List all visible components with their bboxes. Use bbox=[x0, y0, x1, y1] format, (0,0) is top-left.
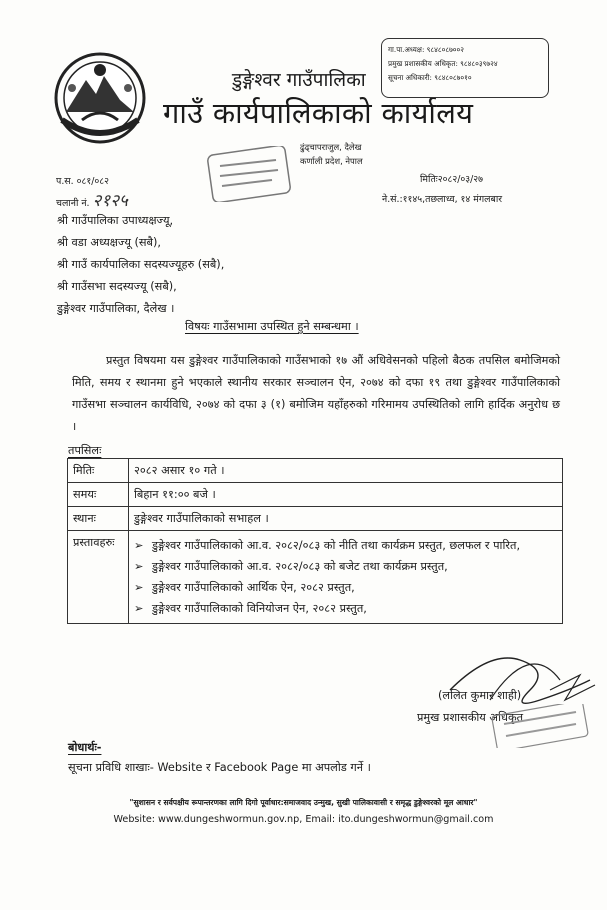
arrow-bullet-icon: ➢ bbox=[134, 602, 144, 615]
office-title: गाउँ कार्यपालिकाको कार्यालय bbox=[163, 96, 474, 130]
table-row bbox=[68, 459, 563, 483]
arrow-bullet-icon: ➢ bbox=[134, 581, 144, 594]
time-value: बिहान ११:०० बजे । bbox=[129, 483, 563, 507]
address-line-1: ढुंढ्चापराजुल, दैलेख bbox=[300, 142, 362, 152]
arrow-bullet-icon: ➢ bbox=[134, 539, 144, 552]
contact-chairperson: गा.पा.अध्यक्ष: ९८४८०८७००२ bbox=[388, 45, 465, 54]
recipient-line: श्री गाउँसभा सदस्यज्यू (सबै), bbox=[57, 280, 177, 293]
contact-box bbox=[381, 38, 549, 98]
letter-body-text: प्रस्तुत विषयमा यस डुङ्गेश्वर गाउँपालिकाको गाउँसभाको १७ औं अधिवेसनको पहिलो बैठक तपसिल बमोजिमको मिति, समय र स्थानमा हुने भएकाले स्थानीय सरकार सञ्चालन ऐन, २०७४ को दफा १९ तथा डुङ्गेश्वर गाउँपालिकाको गाउँसभा सञ्चालन कार्यविधि, २०७४ को दफा ३ (१) बमोजिम यहाँहरुको गरिमामय उपस्थितिको लागि हार्दिक अनुरोध छ । bbox=[72, 354, 560, 433]
dispatch-label: चलानी नं. bbox=[56, 198, 90, 209]
footer-motto: "सुशासन र सर्वपक्षीय रूपान्तरणका लागि दिगो पूर्वाधार:समाजवाद उन्मुख, सुखी पालिकावासी र समृद्ध डुङ्गेश्वरको मूल आधार" bbox=[129, 798, 478, 807]
dispatch-number-value: २१२५ bbox=[92, 191, 128, 211]
date-label: मितिः bbox=[68, 459, 129, 483]
list-item: ➢ डुङ्गेश्वर गाउँपालिकाको आर्थिक ऐन, २०८२ प्रस्तुत, bbox=[134, 577, 557, 598]
table-row bbox=[68, 507, 563, 531]
arrow-bullet-icon: ➢ bbox=[134, 560, 144, 573]
contact-info-officer: सूचना अधिकारी: ९८४८०८७०१० bbox=[388, 73, 472, 82]
nepal-emblem-icon bbox=[52, 50, 148, 146]
recipient-line: श्री गाउँ कार्यपालिका सदस्यज्यूहरु (सबै), bbox=[57, 258, 225, 271]
list-item: ➢ डुङ्गेश्वर गाउँपालिकाको आ.व. २०८२/०८३ को नीति तथा कार्यक्रम प्रस्तुत, छलफल र पारित, bbox=[134, 535, 557, 556]
proposals-list bbox=[129, 531, 563, 624]
recipient-line: डुङ्गेश्वर गाउँपालिका, दैलेख । bbox=[57, 302, 175, 315]
letter-date: मितिः२०८२/०३/२७ bbox=[420, 174, 484, 185]
venue-label: स्थानः bbox=[68, 507, 129, 531]
officer-seal bbox=[490, 704, 590, 748]
date-value: २०८२ असार १० गते । bbox=[129, 459, 563, 483]
address-line-2: कर्णाली प्रदेश, नेपाल bbox=[300, 156, 363, 166]
table-row bbox=[68, 531, 563, 624]
municipality-name: डुङ्गेश्वर गाउँपालिका bbox=[232, 69, 366, 91]
dispatch-number bbox=[56, 188, 128, 211]
venue-value: डुङ्गेश्वर गाउँपालिकाको सभाहल । bbox=[129, 507, 563, 531]
recipient-line: श्री गाउँपालिका उपाध्यक्षज्यू, bbox=[57, 214, 174, 227]
details-table bbox=[67, 458, 563, 624]
letter-body bbox=[72, 350, 560, 438]
signatory-name: (ललित कुमार शाही) bbox=[438, 689, 522, 702]
proposals-label: प्रस्तावहरुः bbox=[68, 531, 129, 624]
office-stamp bbox=[206, 146, 292, 202]
table-row bbox=[68, 483, 563, 507]
reference-number: प.स. ०८१/०८२ bbox=[56, 176, 110, 187]
fyi-line: सूचना प्रविधि शाखाः- Website र Facebook Page मा अपलोड गर्ने । bbox=[68, 761, 371, 774]
time-label: समयः bbox=[68, 483, 129, 507]
contact-cao: प्रमुख प्रशासकीय अधिकृत: ९८४८०३९७२४ bbox=[388, 59, 498, 68]
letter-subject: विषयः गाउँसभामा उपस्थित हुने सम्बन्धमा । bbox=[185, 320, 359, 333]
details-heading: तपसिलः bbox=[68, 444, 102, 457]
nepal-era-date: ने.सं.:११४५,तछलाध्व, १४ मंगलबार bbox=[382, 194, 503, 205]
list-item: ➢ डुङ्गेश्वर गाउँपालिकाको आ.व. २०८२/०८३ को बजेट तथा कार्यक्रम प्रस्तुत, bbox=[134, 556, 557, 577]
recipient-line: श्री वडा अध्यक्षज्यू (सबै), bbox=[57, 236, 161, 249]
footer-contact: Website: www.dungeshwormun.gov.np, Email: ito.dungeshwormun@gmail.com bbox=[113, 814, 494, 825]
fyi-heading: बोधार्थः- bbox=[68, 741, 102, 754]
list-item: ➢ डुङ्गेश्वर गाउँपालिकाको विनियोजन ऐन, २०८२ प्रस्तुत, bbox=[134, 598, 557, 619]
signatory-title: प्रमुख प्रशासकीय अधिकृत bbox=[417, 711, 524, 724]
office-address bbox=[300, 140, 363, 168]
